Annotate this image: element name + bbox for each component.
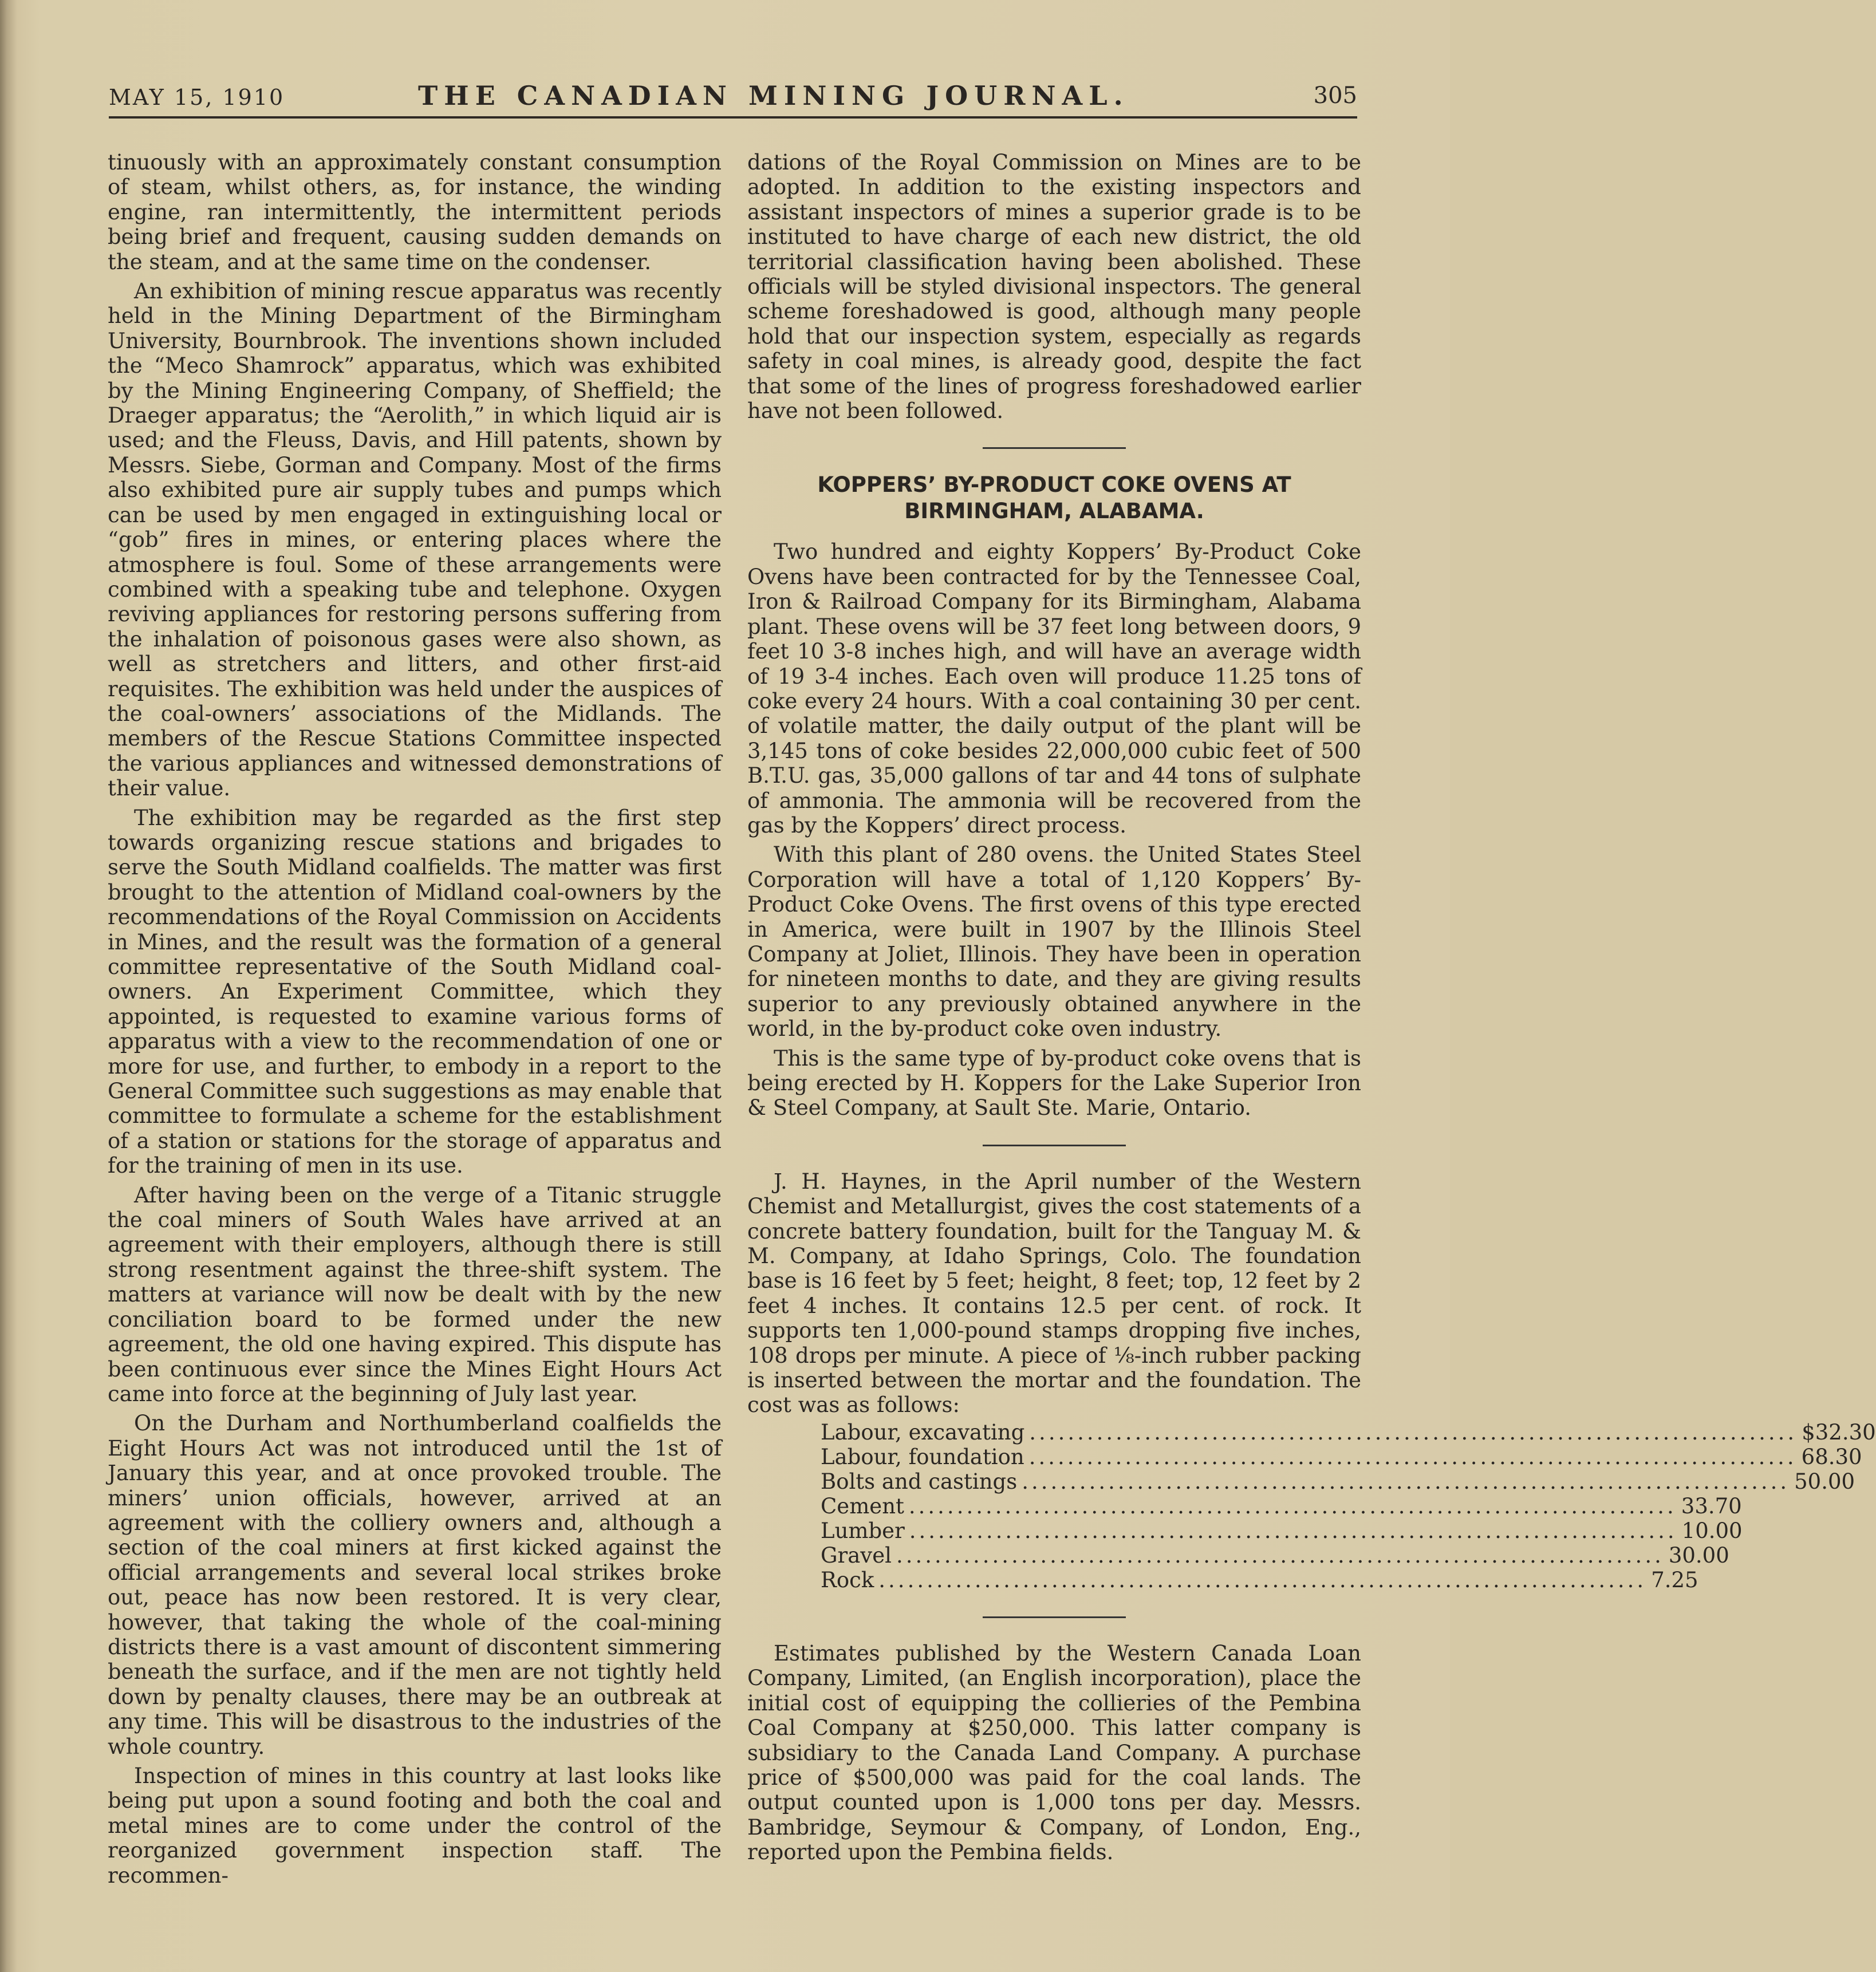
leader-dots: ................................................................................: [1029, 1419, 1798, 1445]
right-column: [747, 150, 1876, 1865]
cost-row: [821, 1543, 1729, 1568]
leader-dots: ................................................................................: [909, 1518, 1677, 1543]
leader-dots: ................................................................................: [1022, 1469, 1790, 1494]
cost-item: Labour, foundation: [821, 1444, 1024, 1469]
paragraph-koppers-total: With this plant of 280 ovens. the United States Steel Corporation will have a total of 1,120 Koppers’ By-Product Coke Ovens. The first ovens of this type erected in America, were built in 1907 by the Illinois Steel Company at Joliet, Illinois. They have been in operation for nineteen months to date, and they are giving results superior to any previously obtained anywhere in the world, in the by-product coke oven industry.: [747, 842, 1361, 1042]
cost-row: [821, 1469, 1855, 1494]
cost-item: Rock: [821, 1567, 874, 1592]
cost-row: [821, 1493, 1742, 1519]
cost-amount: 10.00: [1681, 1518, 1743, 1543]
cost-item: Lumber: [821, 1518, 905, 1543]
paragraph-inspection: Inspection of mines in this country at last looks like being put upon a sound footing and both the coal and metal mines are to come under the control of the reorganized government inspection staff. The recommen-: [108, 1764, 722, 1888]
issue-date: MAY 15, 1910: [109, 85, 285, 110]
cost-amount: 33.70: [1681, 1493, 1742, 1519]
paragraph-durham: On the Durham and Northumberland coalfields the Eight Hours Act was not introduced until the 1st of January this year, and at once provoked trouble. The miners’ union officials, however, arrived at an agreement with the colliery owners and, although a section of the coal miners at first kicked against the official arrangements and several local strikes broke out, peace has now been restored. It is very clear, however, that taking the whole of the coal-mining districts there is a vast amount of discontent simmering beneath the surface, and if the men are not tightly held down by penalty clauses, there may be an outbreak at any time. This will be disastrous to the industries of the whole country.: [108, 1411, 722, 1759]
cost-amount: 68.30: [1801, 1444, 1862, 1469]
cost-table: [821, 1419, 1876, 1592]
koppers-heading: KOPPERS’ BY-PRODUCT COKE OVENS AT BIRMINGHAM, ALABAMA.: [817, 472, 1291, 524]
cost-row: [821, 1444, 1862, 1469]
leader-dots: ................................................................................: [908, 1493, 1677, 1519]
cost-amount: 7.25: [1651, 1567, 1698, 1592]
header-rule: [109, 116, 1357, 119]
paragraph-haynes: J. H. Haynes, in the April number of the Western Chemist and Metallurgist, gives the cost statements of a concrete battery foundation, built for the Tanguay M. & M. Company, at Idaho Springs, Colo. The foundation base is 16 feet by 5 feet; height, 8 feet; top, 12 feet by 2 feet 4 inches. It contains 12.5 per cent. of rock. It supports ten 1,000-pound stamps dropping five inches, 108 drops per minute. A piece of ⅛-inch rubber packing is inserted between the mortar and the foundation. The cost was as follows:: [747, 1169, 1361, 1418]
left-column: [108, 150, 722, 1888]
section-divider: [983, 1145, 1126, 1146]
leader-dots: ................................................................................: [896, 1543, 1664, 1568]
page-number: 305: [1313, 82, 1357, 109]
cost-row: [821, 1567, 1698, 1592]
cost-amount: $32.30: [1802, 1419, 1876, 1445]
leader-dots: ................................................................................: [878, 1567, 1647, 1592]
cost-amount: 30.00: [1668, 1543, 1729, 1568]
cost-item: Bolts and castings: [821, 1469, 1018, 1494]
cost-item: Cement: [821, 1493, 904, 1519]
paragraph-koppers-contract: Two hundred and eighty Koppers’ By-Product Coke Ovens have been contracted for by the Tennessee Coal, Iron & Railroad Company for its Birmingham, Alabama plant. These ovens will be 37 feet long between doors, 9 feet 10 3-8 inches high, and will have an average width of 19 3-4 inches. Each oven will produce 11.25 tons of coke every 24 hours. With a coal containing 30 per cent. of volatile matter, the daily output of the plant will be 3,145 tons of coke besides 22,000,000 cubic feet of 500 B.T.U. gas, 35,000 gallons of tar and 44 tons of sulphate of ammonia. The ammonia will be recovered from the gas by the Koppers’ direct process.: [747, 539, 1361, 838]
page-header: [109, 80, 1357, 120]
paragraph-south-wales: After having been on the verge of a Titanic struggle the coal miners of South Wales have arrived at an agreement with their employers, although there is still strong resentment against the three-shift system. The matters at variance will now be dealt with by the new conciliation board to be formed under the new agreement, the old one having expired. This dispute has been continuous ever since the Mines Eight Hours Act came into force at the beginning of July last year.: [108, 1182, 722, 1406]
cost-row: [821, 1419, 1876, 1445]
cost-row: [821, 1518, 1743, 1543]
section-divider: [983, 447, 1126, 449]
paragraph-rescue-stations: The exhibition may be regarded as the first step towards organizing rescue stations and brigades to serve the South Midland coalfields. The matter was first brought to the attention of Midland coal-owners by the recommendations of the Royal Commission on Accidents in Mines, and the result was the formation of a general committee representative of the South Midland coal-owners. An Experiment Committee, which they appointed, is requested to examine various forms of apparatus with a view to the recommendation of one or more for use, and further, to embody in a report to the General Committee such suggestions as may enable that committee to formulate a scheme for the establishment of a station or stations for the storage of apparatus and for the training of men in its use.: [108, 805, 722, 1178]
cost-item: Gravel: [821, 1543, 892, 1568]
paragraph-koppers-sault: This is the same type of by-product coke ovens that is being erected by H. Koppers for the Lake Superior Iron & Steel Company, at Sault Ste. Marie, Ontario.: [747, 1046, 1361, 1121]
section-divider: [983, 1616, 1126, 1618]
journal-title: THE CANADIAN MINING JOURNAL.: [418, 80, 1129, 111]
paragraph-continuation: tinuously with an approximately constant consumption of steam, whilst others, as, for instance, the winding engine, ran intermittently, the intermittent periods being brief and frequent, causing sudden demands on the steam, and at the same time on the condenser.: [108, 150, 722, 274]
paragraph-rescue-exhibition: An exhibition of mining rescue apparatus was recently held in the Mining Department of the Birmingham University, Bournbrook. The inventions shown included the “Meco Shamrock” apparatus, which was exhibited by the Mining Engineering Company, of Sheffield; the Draeger apparatus; the “Aerolith,” in which liquid air is used; and the Fleuss, Davis, and Hill patents, shown by Messrs. Siebe, Gorman and Company. Most of the firms also exhibited pure air supply tubes and pumps which can be used by men engaged in extinguishing local or “gob” fires in mines, or entering places where the atmosphere is foul. Some of these arrangements were combined with a speaking tube and telephone. Oxygen reviving appliances for restoring persons suffering from the inhalation of poisonous gases were also shown, as well as stretchers and litters, and other first-aid requisites. The exhibition was held under the auspices of the coal-owners’ associations of the Midlands. The members of the Rescue Stations Committee inspected the various appliances and witnessed demonstrations of their value.: [108, 279, 722, 801]
paragraph-pembina-estimates: Estimates published by the Western Canada Loan Company, Limited, (an English incorporation), place the initial cost of equipping the collieries of the Pembina Coal Company at $250,000. This latter company is subsidiary to the Canada Land Company. A purchase price of $500,000 was paid for the coal lands. The output counted upon is 1,000 tons per day. Messrs. Bambridge, Seymour & Company, of London, Eng., reported upon the Pembina fields.: [747, 1640, 1361, 1865]
cost-amount: 50.00: [1794, 1469, 1855, 1494]
paragraph-royal-commission: dations of the Royal Commission on Mines are to be adopted. In addition to the existing inspectors and assistant inspectors of mines a superior grade is to be instituted to have charge of each new district, the old territorial classification having been abolished. These officials will be styled divisional inspectors. The general scheme foreshadowed is good, although many people hold that our inspection system, especially as regards safety in coal mines, is already good, despite the fact that some of the lines of progress foreshadowed earlier have not been followed.: [747, 150, 1361, 424]
leader-dots: ................................................................................: [1028, 1444, 1797, 1469]
cost-item: Labour, excavating: [821, 1419, 1025, 1445]
